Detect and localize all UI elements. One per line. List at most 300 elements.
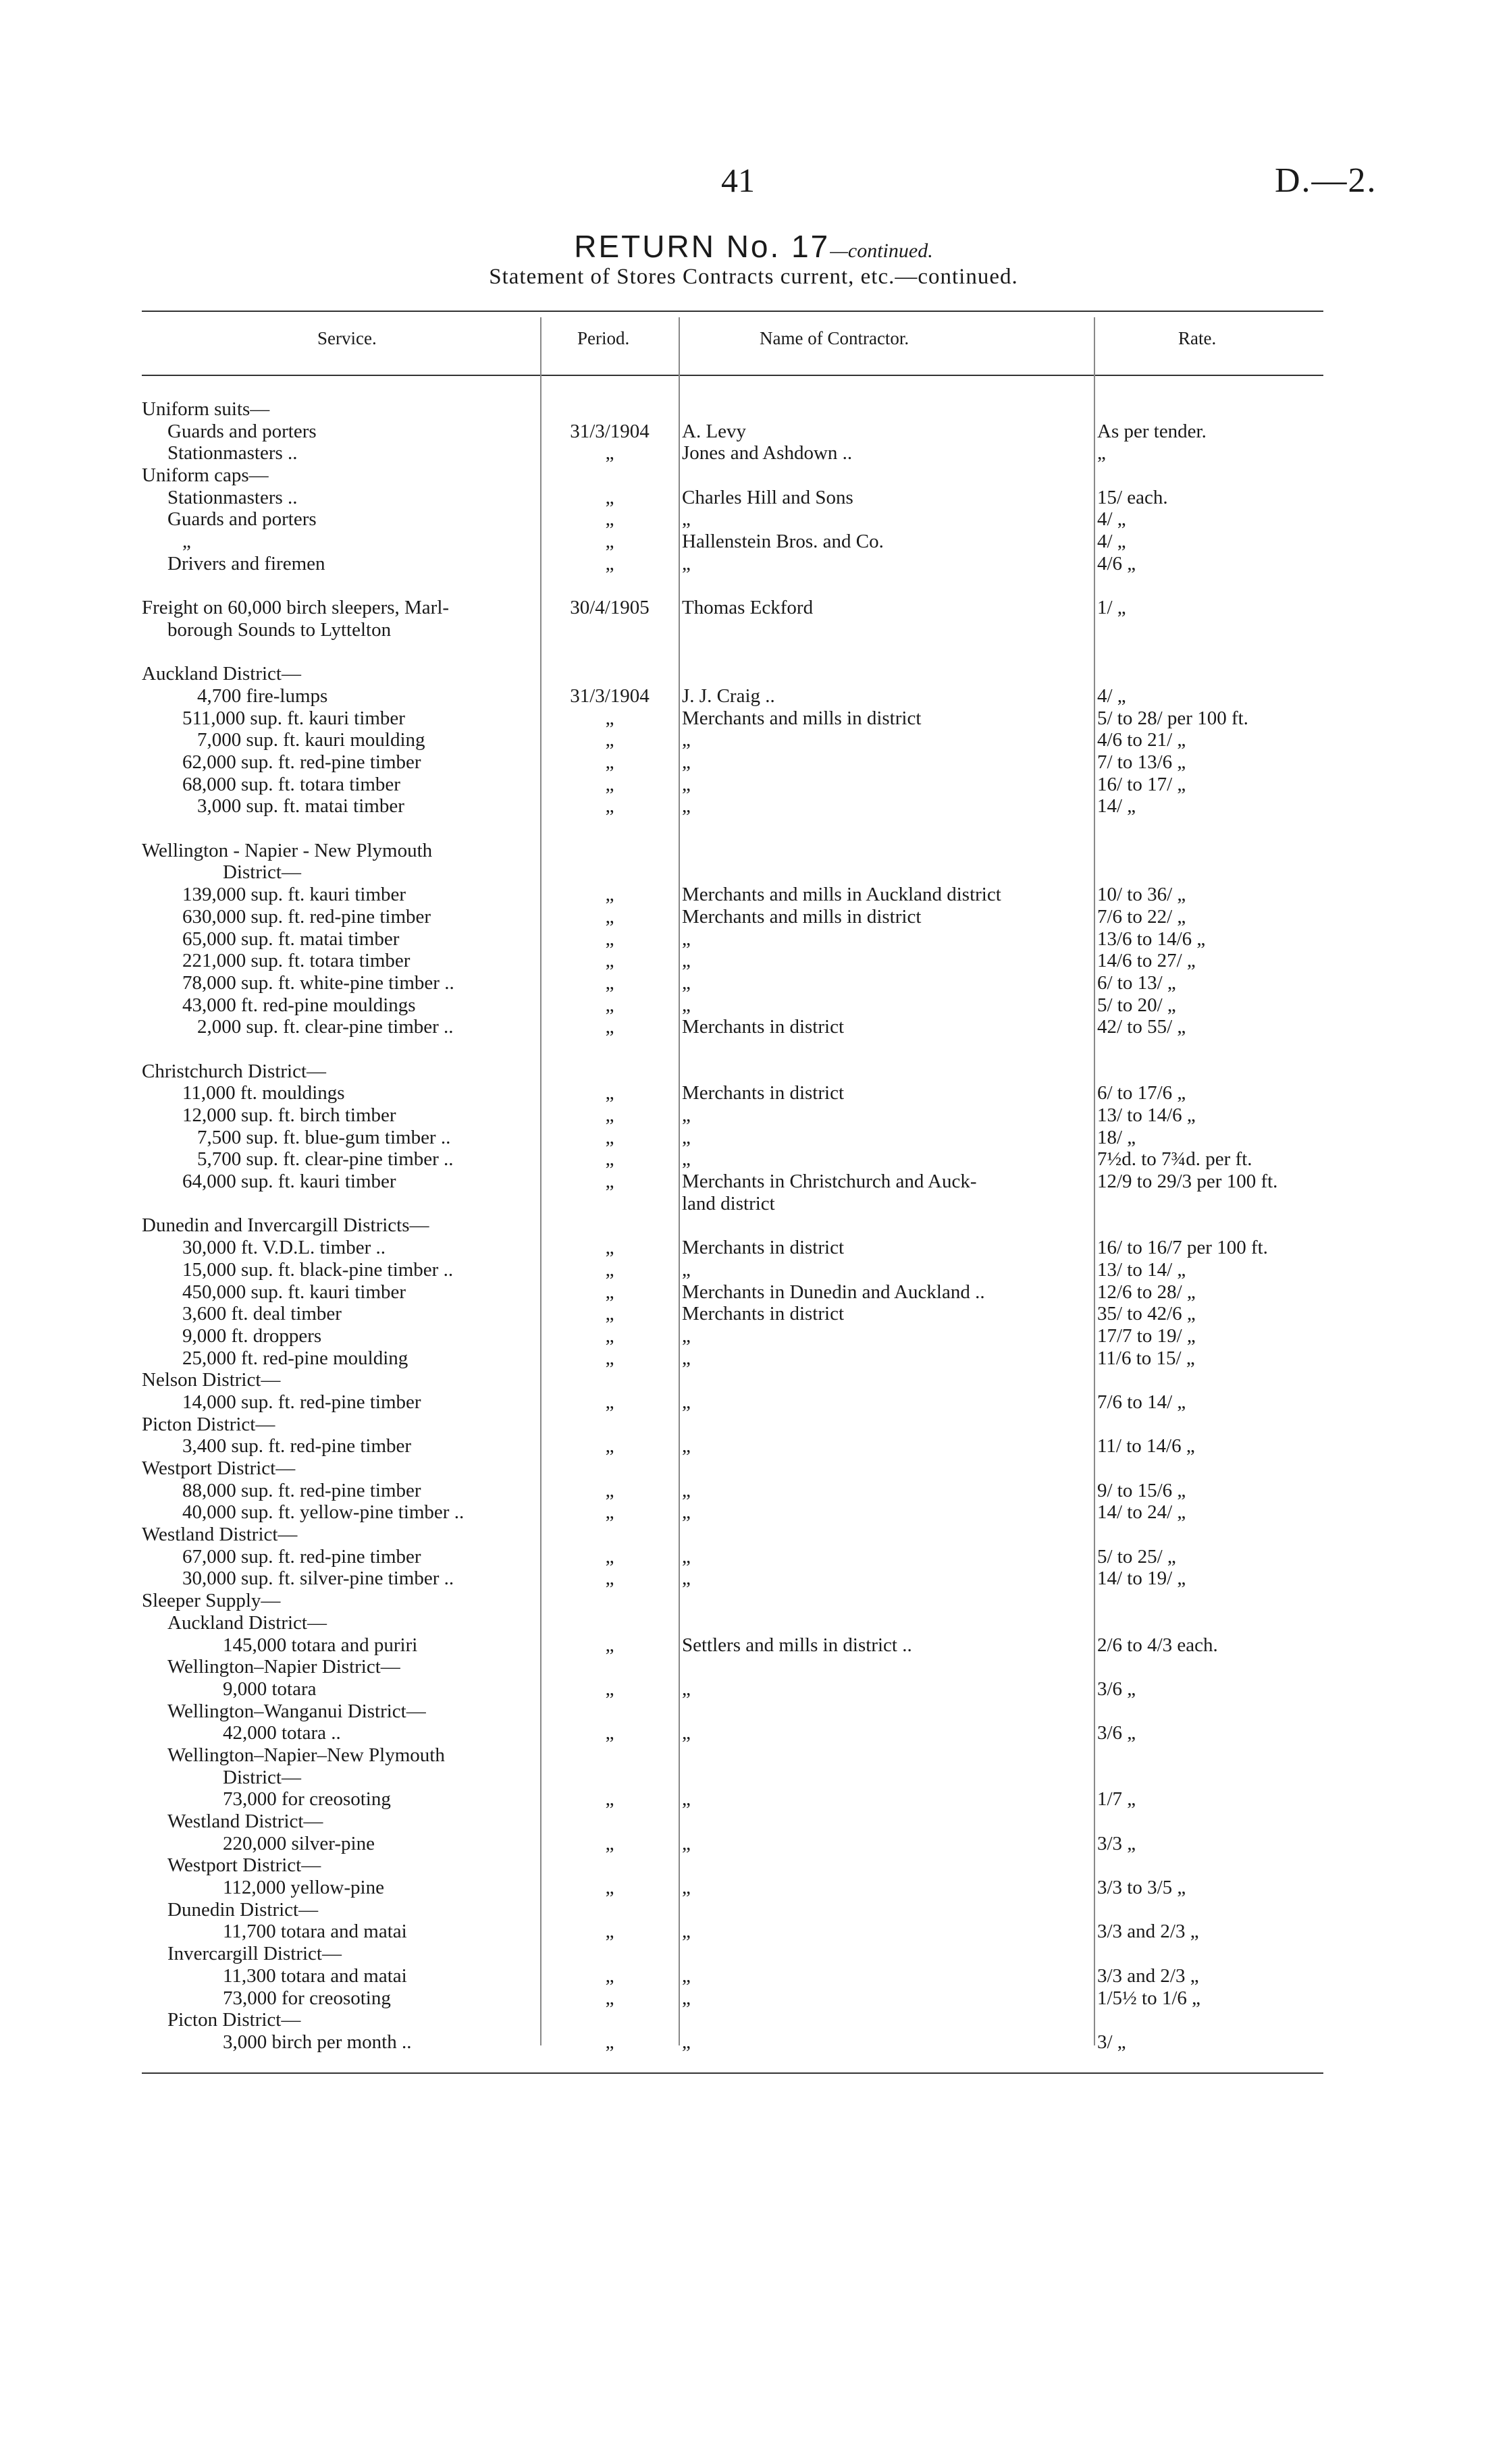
rate-cell: As per tender. — [1097, 420, 1207, 442]
period-cell: „ — [605, 795, 614, 818]
period-cell: „ — [605, 552, 614, 574]
period-cell: „ — [605, 1016, 614, 1038]
period-cell: „ — [605, 1964, 614, 1987]
table-row — [0, 619, 1507, 641]
contractor-cell: „ — [682, 1391, 691, 1413]
service-cell: 43,000 ft. red-pine mouldings — [182, 994, 416, 1016]
service-cell: Auckland District— — [142, 663, 301, 685]
table-row — [0, 508, 1507, 531]
service-cell: Guards and porters — [167, 508, 317, 531]
service-cell: District— — [223, 861, 301, 884]
period-cell: „ — [605, 1281, 614, 1303]
rate-cell: 12/9 to 29/3 per 100 ft. — [1097, 1171, 1278, 1193]
service-cell: Auckland District— — [167, 1611, 327, 1634]
service-cell: Stationmasters .. — [167, 486, 298, 508]
contractor-cell: „ — [682, 751, 691, 773]
period-cell: „ — [605, 1148, 614, 1171]
table-top-rule — [142, 311, 1323, 312]
contractor-cell: „ — [682, 1788, 691, 1811]
contractor-cell: „ — [682, 1545, 691, 1568]
service-cell: 4,700 fire-lumps — [197, 685, 328, 707]
period-cell: „ — [605, 508, 614, 531]
rate-cell: 4/ „ — [1097, 685, 1126, 707]
rate-cell: 13/6 to 14/6 „ — [1097, 928, 1206, 950]
rate-cell: 4/6 to 21/ „ — [1097, 729, 1186, 751]
rate-cell: 7/ to 13/6 „ — [1097, 751, 1186, 773]
table-row — [0, 1899, 1507, 1921]
contractor-cell: A. Levy — [682, 420, 747, 442]
table-row — [0, 1590, 1507, 1612]
contractor-cell: Merchants and mills in Auckland district — [682, 884, 1001, 906]
rate-cell: 11/ to 14/6 „ — [1097, 1435, 1195, 1457]
contractor-cell: „ — [682, 1148, 691, 1171]
period-cell: „ — [605, 971, 614, 994]
table-row — [0, 972, 1507, 994]
service-cell: 30,000 sup. ft. silver-pine timber .. — [182, 1568, 454, 1590]
rate-cell: 11/6 to 15/ „ — [1097, 1347, 1195, 1369]
rate-cell: 5/ to 25/ „ — [1097, 1545, 1176, 1568]
column-header-rate: Rate. — [1178, 328, 1217, 348]
service-cell: 450,000 sup. ft. kauri timber — [182, 1281, 406, 1303]
period-cell: „ — [605, 773, 614, 795]
service-cell: Wellington–Napier District— — [167, 1656, 400, 1678]
contractor-cell: „ — [682, 795, 691, 818]
table-row — [0, 685, 1507, 707]
period-cell: „ — [605, 1987, 614, 2009]
period-cell: „ — [605, 1391, 614, 1413]
table-row — [0, 1259, 1507, 1281]
service-cell: borough Sounds to Lyttelton — [167, 618, 392, 641]
period-cell: „ — [605, 729, 614, 751]
rate-cell: 4/ „ — [1097, 508, 1126, 531]
service-cell: 78,000 sup. ft. white-pine timber .. — [182, 971, 454, 994]
service-cell: 40,000 sup. ft. yellow-pine timber .. — [182, 1501, 465, 1524]
contractor-cell: Merchants in Dunedin and Auckland .. — [682, 1281, 985, 1303]
table-row — [0, 1788, 1507, 1811]
contractor-cell: Hallenstein Bros. and Co. — [682, 531, 884, 553]
contractor-cell: Merchants and mills in district — [682, 707, 922, 729]
rate-cell: 14/ to 19/ „ — [1097, 1568, 1186, 1590]
service-cell: Westport District— — [167, 1854, 321, 1877]
period-cell: „ — [605, 1832, 614, 1854]
rate-cell: 5/ to 28/ per 100 ft. — [1097, 707, 1248, 729]
contractor-cell: Charles Hill and Sons — [682, 486, 853, 508]
rate-cell: 13/ to 14/ „ — [1097, 1258, 1186, 1281]
table-row — [0, 1303, 1507, 1325]
table-row — [0, 928, 1507, 950]
table-row — [0, 1038, 1507, 1061]
table-row — [0, 1965, 1507, 1987]
service-cell: Sleeper Supply— — [142, 1590, 281, 1612]
table-row — [0, 994, 1507, 1017]
contractor-cell: „ — [682, 773, 691, 795]
table-row — [0, 2031, 1507, 2054]
service-cell: Guards and porters — [167, 420, 317, 442]
rate-cell: 1/ „ — [1097, 597, 1126, 619]
rate-cell: 3/3 to 3/5 „ — [1097, 1877, 1186, 1899]
table-row — [0, 597, 1507, 619]
table-row — [0, 1767, 1507, 1789]
period-cell: „ — [605, 950, 614, 972]
rate-cell: 6/ to 17/6 „ — [1097, 1082, 1186, 1104]
service-cell: Westport District— — [142, 1457, 296, 1479]
service-cell: 12,000 sup. ft. birch timber — [182, 1104, 396, 1126]
table-row — [0, 1546, 1507, 1568]
table-row — [0, 751, 1507, 774]
contractor-cell: „ — [682, 1987, 691, 2009]
table-row — [0, 707, 1507, 730]
period-cell: „ — [605, 1634, 614, 1656]
table-row — [0, 1435, 1507, 1457]
service-cell: 11,700 totara and matai — [223, 1921, 407, 1943]
rate-cell: 3/6 „ — [1097, 1678, 1136, 1700]
table-row — [0, 1656, 1507, 1678]
service-cell: 3,400 sup. ft. red-pine timber — [182, 1435, 412, 1457]
rate-cell: 14/ „ — [1097, 795, 1136, 818]
period-cell: „ — [605, 1324, 614, 1347]
service-cell: 7,500 sup. ft. blue-gum timber .. — [197, 1126, 451, 1148]
rate-cell: 15/ each. — [1097, 486, 1168, 508]
period-cell: „ — [605, 486, 614, 508]
rate-cell: 7½d. to 7¾d. per ft. — [1097, 1148, 1252, 1171]
period-cell: „ — [605, 905, 614, 928]
period-cell: „ — [605, 707, 614, 729]
table-row — [0, 906, 1507, 928]
period-cell: „ — [605, 751, 614, 773]
table-row — [0, 421, 1507, 443]
contractor-cell: Settlers and mills in district .. — [682, 1634, 912, 1656]
table-row — [0, 861, 1507, 884]
table-row — [0, 729, 1507, 751]
period-cell: „ — [605, 2031, 614, 2053]
column-header-service: Service. — [317, 328, 377, 348]
period-cell: „ — [605, 1921, 614, 1943]
rate-cell: 3/3 and 2/3 „ — [1097, 1921, 1199, 1943]
contractor-cell: „ — [682, 729, 691, 751]
period-cell: „ — [605, 994, 614, 1016]
contractor-cell: „ — [682, 1722, 691, 1744]
period-cell: „ — [605, 1568, 614, 1590]
table-row — [0, 1854, 1507, 1877]
table-row — [0, 1148, 1507, 1171]
statement-subtitle: Statement of Stores Contracts current, etc.—continued. — [489, 265, 1018, 289]
service-cell: Drivers and firemen — [167, 552, 325, 574]
rate-cell: 10/ to 36/ „ — [1097, 884, 1186, 906]
service-cell: Invercargill District— — [167, 1943, 342, 1965]
contractor-cell: land district — [682, 1192, 775, 1214]
service-cell: 30,000 ft. V.D.L. timber .. — [182, 1237, 386, 1259]
table-row — [0, 1237, 1507, 1259]
service-cell: 68,000 sup. ft. totara timber — [182, 773, 400, 795]
table-row — [0, 1171, 1507, 1193]
table-row — [0, 1722, 1507, 1744]
rate-cell: 14/ to 24/ „ — [1097, 1501, 1186, 1524]
service-cell: 62,000 sup. ft. red-pine timber — [182, 751, 421, 773]
service-cell: 64,000 sup. ft. kauri timber — [182, 1171, 396, 1193]
rate-cell: 7/6 to 22/ „ — [1097, 905, 1186, 928]
contractor-cell: „ — [682, 1104, 691, 1126]
service-cell: Stationmasters .. — [167, 442, 298, 464]
column-header-period: Period. — [577, 328, 630, 348]
table-header-rule — [142, 375, 1323, 376]
service-cell: 220,000 silver-pine — [223, 1832, 375, 1854]
table-row — [0, 1987, 1507, 2010]
table-row — [0, 1281, 1507, 1304]
contractor-cell: „ — [682, 1324, 691, 1347]
service-cell: 7,000 sup. ft. kauri moulding — [197, 729, 425, 751]
table-row — [0, 840, 1507, 862]
contractor-cell: „ — [682, 508, 691, 531]
rate-cell: 14/6 to 27/ „ — [1097, 950, 1196, 972]
table-row — [0, 1744, 1507, 1767]
return-title — [0, 228, 1507, 265]
rate-cell: 16/ to 16/7 per 100 ft. — [1097, 1237, 1268, 1259]
table-row — [0, 553, 1507, 575]
contractor-cell: „ — [682, 1877, 691, 1899]
contractor-cell: Thomas Eckford — [682, 597, 814, 619]
rate-cell: 1/5½ to 1/6 „ — [1097, 1987, 1201, 2009]
period-cell: „ — [605, 1258, 614, 1281]
service-cell: Christchurch District— — [142, 1060, 327, 1082]
contractor-cell: „ — [682, 1435, 691, 1457]
period-cell: „ — [605, 1171, 614, 1193]
contractor-cell: Merchants in district — [682, 1082, 845, 1104]
contractor-cell: „ — [682, 950, 691, 972]
service-cell: 9,000 totara — [223, 1678, 317, 1700]
service-cell: Westland District— — [167, 1811, 323, 1832]
table-row — [0, 1414, 1507, 1436]
rate-cell: 7/6 to 14/ „ — [1097, 1391, 1186, 1413]
period-cell: 30/4/1905 — [570, 597, 650, 619]
table-row — [0, 1104, 1507, 1127]
period-cell: „ — [605, 1788, 614, 1811]
period-cell: „ — [605, 1347, 614, 1369]
table-row — [0, 1193, 1507, 1215]
service-cell: 511,000 sup. ft. kauri timber — [182, 707, 405, 729]
service-cell: 5,700 sup. ft. clear-pine timber .. — [197, 1148, 454, 1171]
table-row — [0, 1016, 1507, 1038]
contractor-cell: „ — [682, 552, 691, 574]
service-cell: Dunedin and Invercargill Districts— — [142, 1214, 429, 1237]
period-cell: 31/3/1904 — [570, 685, 650, 707]
rate-cell: 12/6 to 28/ „ — [1097, 1281, 1196, 1303]
contractor-cell: „ — [682, 2031, 691, 2053]
table-row — [0, 1524, 1507, 1546]
page-number: 41 — [721, 161, 755, 199]
table-row — [0, 1634, 1507, 1657]
rate-cell: „ — [1097, 442, 1106, 464]
table-row — [0, 1678, 1507, 1700]
rate-cell: 5/ to 20/ „ — [1097, 994, 1176, 1016]
rate-cell: 1/7 „ — [1097, 1788, 1136, 1811]
table-row — [0, 663, 1507, 685]
rate-cell: 6/ to 13/ „ — [1097, 971, 1176, 994]
service-cell: Picton District— — [142, 1413, 275, 1435]
service-cell: 42,000 totara .. — [223, 1722, 341, 1744]
contractor-cell: J. J. Craig .. — [682, 685, 775, 707]
table-row — [0, 641, 1507, 664]
contractor-cell: „ — [682, 1678, 691, 1700]
service-cell: 11,300 totara and matai — [223, 1964, 407, 1987]
rate-cell: 9/ to 15/6 „ — [1097, 1479, 1186, 1501]
service-cell: 3,000 sup. ft. matai timber — [197, 795, 404, 818]
table-row — [0, 950, 1507, 972]
contractor-cell: „ — [682, 1964, 691, 1987]
table-row — [0, 884, 1507, 906]
table-row — [0, 1921, 1507, 1943]
rate-cell: 4/ „ — [1097, 531, 1126, 553]
rate-cell: 18/ „ — [1097, 1126, 1136, 1148]
title-suffix: —continued. — [830, 240, 933, 262]
table-row — [0, 1391, 1507, 1414]
table-row — [0, 1700, 1507, 1723]
table-row — [0, 398, 1507, 421]
service-cell: 73,000 for creosoting — [223, 1987, 391, 2009]
table-row — [0, 1568, 1507, 1590]
period-cell: „ — [605, 928, 614, 950]
table-bottom-rule — [142, 2072, 1323, 2074]
contractor-cell: Merchants in district — [682, 1237, 845, 1259]
period-cell: „ — [605, 1237, 614, 1259]
contractor-cell: „ — [682, 1479, 691, 1501]
service-cell: Wellington–Napier–New Plymouth — [167, 1744, 445, 1766]
contractor-cell: „ — [682, 994, 691, 1016]
contractor-cell: Merchants in Christchurch and Auck- — [682, 1171, 977, 1193]
rate-cell: 16/ to 17/ „ — [1097, 773, 1186, 795]
table-row — [0, 487, 1507, 509]
service-cell: Freight on 60,000 birch sleepers, Marl- — [142, 597, 450, 619]
period-cell: „ — [605, 1303, 614, 1325]
service-cell: Uniform suits— — [142, 398, 270, 420]
contractor-cell: „ — [682, 1126, 691, 1148]
rate-cell: 2/6 to 4/3 each. — [1097, 1634, 1218, 1656]
rate-cell: 42/ to 55/ „ — [1097, 1016, 1186, 1038]
period-cell: „ — [605, 884, 614, 906]
table-row — [0, 1877, 1507, 1899]
period-cell: „ — [605, 1082, 614, 1104]
document-reference: D.—2. — [1275, 161, 1377, 200]
service-cell: „ — [182, 531, 191, 553]
service-cell: 9,000 ft. droppers — [182, 1324, 322, 1347]
contractor-cell: „ — [682, 928, 691, 950]
table-row — [0, 1369, 1507, 1391]
service-cell: Uniform caps— — [142, 464, 269, 487]
contractor-cell: „ — [682, 1568, 691, 1590]
contractor-cell: „ — [682, 1832, 691, 1854]
contracts-table — [0, 398, 1507, 2054]
contractor-cell: Merchants in district — [682, 1016, 845, 1038]
contractor-cell: Jones and Ashdown .. — [682, 442, 853, 464]
service-cell: Dunedin District— — [167, 1898, 319, 1921]
table-row — [0, 1943, 1507, 1965]
period-cell: „ — [605, 1678, 614, 1700]
service-cell: 73,000 for creosoting — [223, 1788, 391, 1811]
table-row — [0, 1833, 1507, 1855]
table-row — [0, 1612, 1507, 1634]
table-row — [0, 1457, 1507, 1480]
service-cell: 112,000 yellow-pine — [223, 1877, 384, 1899]
rate-cell: 35/ to 42/6 „ — [1097, 1303, 1196, 1325]
table-row — [0, 1082, 1507, 1104]
service-cell: Picton District— — [167, 2009, 301, 2031]
service-cell: Westland District— — [142, 1524, 298, 1546]
service-cell: 221,000 sup. ft. totara timber — [182, 950, 411, 972]
service-cell: District— — [223, 1766, 301, 1788]
service-cell: 65,000 sup. ft. matai timber — [182, 928, 400, 950]
table-row — [0, 1811, 1507, 1833]
service-cell: 2,000 sup. ft. clear-pine timber .. — [197, 1016, 454, 1038]
period-cell: „ — [605, 1877, 614, 1899]
table-row — [0, 1501, 1507, 1524]
service-cell: 139,000 sup. ft. kauri timber — [182, 884, 406, 906]
service-cell: Wellington - Napier - New Plymouth — [142, 839, 433, 861]
period-cell: „ — [605, 1545, 614, 1568]
rate-cell: 4/6 „ — [1097, 552, 1136, 574]
service-cell: 3,000 birch per month .. — [223, 2031, 412, 2053]
column-header-contractor: Name of Contractor. — [760, 328, 909, 348]
period-cell: „ — [605, 1104, 614, 1126]
rate-cell: 17/7 to 19/ „ — [1097, 1324, 1196, 1347]
table-row — [0, 795, 1507, 818]
contractor-cell: „ — [682, 1258, 691, 1281]
contractor-cell: „ — [682, 971, 691, 994]
service-cell: 11,000 ft. mouldings — [182, 1082, 345, 1104]
service-cell: Nelson District— — [142, 1369, 281, 1391]
table-row — [0, 442, 1507, 464]
period-cell: „ — [605, 531, 614, 553]
contractor-cell: Merchants and mills in district — [682, 905, 922, 928]
contractor-cell: „ — [682, 1347, 691, 1369]
service-cell: 3,600 ft. deal timber — [182, 1303, 342, 1325]
period-cell: „ — [605, 1722, 614, 1744]
table-row — [0, 1214, 1507, 1237]
table-row — [0, 1480, 1507, 1502]
service-cell: 145,000 totara and puriri — [223, 1634, 418, 1656]
service-cell: 15,000 sup. ft. black-pine timber .. — [182, 1258, 454, 1281]
contractor-cell: „ — [682, 1921, 691, 1943]
service-cell: 630,000 sup. ft. red-pine timber — [182, 905, 431, 928]
rate-cell: 13/ to 14/6 „ — [1097, 1104, 1196, 1126]
table-row — [0, 464, 1507, 487]
period-cell: 31/3/1904 — [570, 420, 650, 442]
rate-cell: 3/3 „ — [1097, 1832, 1136, 1854]
period-cell: „ — [605, 1501, 614, 1524]
period-cell: „ — [605, 442, 614, 464]
contractor-cell: „ — [682, 1501, 691, 1524]
table-row — [0, 818, 1507, 840]
period-cell: „ — [605, 1479, 614, 1501]
table-row — [0, 774, 1507, 796]
service-cell: 67,000 sup. ft. red-pine timber — [182, 1545, 421, 1568]
table-row — [0, 575, 1507, 597]
table-row — [0, 2009, 1507, 2031]
service-cell: 14,000 sup. ft. red-pine timber — [182, 1391, 421, 1413]
table-row — [0, 1127, 1507, 1149]
service-cell: 88,000 sup. ft. red-pine timber — [182, 1479, 421, 1501]
service-cell: 25,000 ft. red-pine moulding — [182, 1347, 408, 1369]
table-row — [0, 531, 1507, 553]
period-cell: „ — [605, 1126, 614, 1148]
table-row — [0, 1325, 1507, 1347]
contractor-cell: Merchants in district — [682, 1303, 845, 1325]
rate-cell: 3/ „ — [1097, 2031, 1126, 2053]
title-main: RETURN No. 17 — [574, 229, 830, 264]
table-row — [0, 1061, 1507, 1083]
period-cell: „ — [605, 1435, 614, 1457]
service-cell: Wellington–Wanganui District— — [167, 1700, 426, 1722]
table-row — [0, 1347, 1507, 1370]
rate-cell: 3/3 and 2/3 „ — [1097, 1964, 1199, 1987]
